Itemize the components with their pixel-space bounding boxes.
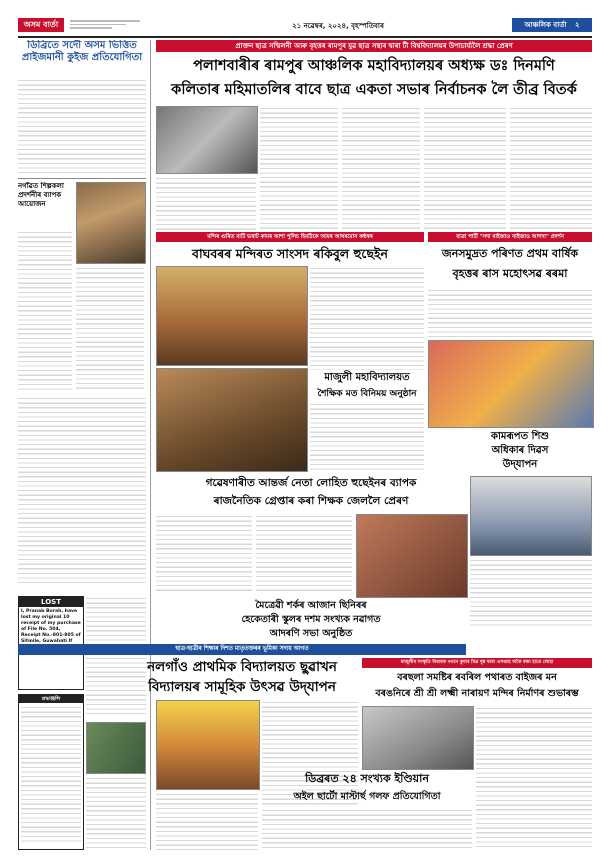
story-ras-body — [428, 288, 592, 338]
story-child-body — [470, 558, 592, 628]
story-majuli-side — [310, 340, 424, 370]
lead-body-2 — [260, 106, 338, 230]
section-title: আঞ্চলিক বাৰ্তা — [524, 21, 567, 29]
story-bajali-headline: বাঘবৰৰ মন্দিৰত সাংসদ ৰকিবুল হুছেইন — [192, 246, 388, 261]
story-col-text-3 — [86, 776, 146, 848]
story-majuli-title-2: শৈক্ষিক মত বিনিময় অনুষ্ঠান — [317, 389, 417, 399]
story-bajali-photo — [156, 266, 308, 366]
section-badge — [512, 18, 592, 32]
obituary — [18, 694, 84, 850]
story-quiz-body — [18, 78, 146, 174]
lead-body-1 — [156, 176, 256, 230]
story-temple-headline-1: বৰছলা সমষ্টিৰ ৰবৰিল পথাৰত বাইজৰ মন — [397, 672, 557, 683]
band-students: ছাত্ৰ-ছাত্ৰীৰ শিক্ষাৰ দিশত মাতৃতক্তৰৰ ভূমিকা সদায় আগত — [18, 644, 466, 655]
masthead — [18, 18, 592, 34]
story-temple-headline-2: বৰঙনিৰে শ্ৰী শ্ৰী লক্ষ্মী নাৰায়ণ মন্দিৰ নিৰ্মাণৰ শুভাৰম্ভ — [375, 688, 579, 699]
story-majuli-body — [310, 402, 424, 470]
story-child-headline-2: অধিকাৰ দিৱস — [491, 445, 549, 456]
obituary-title: শ্ৰদ্ধাঞ্জলি — [19, 695, 83, 703]
story-maitri-photo — [356, 514, 468, 598]
story-temple-photo — [362, 706, 474, 770]
story-nalgaon-headline-2: বিদ্যালয়ৰ সামূহিক উৎসৱ উদ্‌যাপন — [148, 679, 336, 695]
story-golf-headline-2: অইল ছাৰ্টো মাস্টাৰ্ছ গলফ প্ৰতিযোগিতা — [293, 791, 441, 802]
story-nalgaon-photo — [156, 700, 260, 790]
ribbon-left: মন্দিৰ গুৰিত মাটি ভৰাট কামৰ আশা পুলিচ হিমঠিকে আমৰ আথৰমোন কন্ঠস্বৰ — [156, 232, 424, 242]
masthead-address — [70, 20, 140, 30]
story-golf-body — [262, 808, 472, 850]
masthead-logo: অসম বার্তা — [18, 18, 64, 32]
story-majuli-title-1: মাজুলী মহাবিদ্যালয়ত — [324, 372, 410, 383]
story-temple-body — [476, 706, 592, 850]
divider — [18, 178, 146, 179]
story-quiz-title: ডিব্ৰিতে সদৌ অসম ভিত্তিত প্ৰাইজমানী কুইজ প্ৰতিযোগিতা — [21, 40, 143, 63]
masthead-rule — [18, 36, 592, 38]
lead-body-4 — [424, 106, 506, 230]
ribbon-right: যাত্ৰা পাৰ্টি "সদা মাইজাও নাইজাও আগদা" প্ৰদৰ্শন — [428, 232, 592, 242]
left-column — [18, 40, 146, 850]
story-lohit-headline-2: ৰাজনৈতিক গ্ৰেপ্তাৰ কৰা শিক্ষক জেললৈ প্ৰেৰণ — [213, 495, 409, 507]
story-col-text — [18, 396, 146, 586]
obituary-body — [21, 705, 81, 845]
lead-photo — [156, 106, 258, 174]
story-ras-photo — [428, 340, 594, 428]
story-lohit-body-1 — [156, 514, 252, 594]
story-maitri-title-1: মৈত্ৰেৱী শৰ্কৰ আজান ছিনিৰৰ — [255, 600, 367, 611]
top-banner: প্ৰাক্তন ছাত্ৰ সন্মিলনী আৰু বৃহত্তৰ ৰামপুৰ যুৱ ছাত্ৰ সন্থাৰ দ্বাৰা টী বিশ্ববিদ্যালয়ৰ উপাচাৰ্য্যলৈ শ্ৰদ্ধা প্ৰেৰণ — [156, 40, 592, 52]
masthead-date: ২১ নৱেম্বৰ, ২০২৪, বৃহস্পতিবাৰ — [292, 22, 384, 30]
story-ras-headline-2: বৃহত্তৰ ৰাস মহোৎসৱ ৰৰমা — [452, 267, 568, 280]
lead-body-5 — [510, 106, 592, 230]
story-lohit-body-2 — [256, 514, 352, 594]
story-child-photo — [470, 476, 592, 556]
story-art-photo — [76, 182, 146, 264]
lost-text: I, Pranab Borah, have lost my original 10 receipt of my purchase of File No. 504, Receipt No.-801-805 of Sitmile, Guwahati If — [21, 609, 81, 644]
page-number: ২ — [574, 21, 580, 29]
col-divider — [150, 40, 151, 850]
lead-headline-2: কলিতাৰ মহিমাতলিৰ বাবে ছাত্ৰ একতা সভাৰ নিৰ্বাচনক লৈ তীব্ৰ বিতৰ্ক — [171, 82, 577, 98]
story-maitri-title-3: আদৰণি সভা অনুষ্ঠিত — [269, 628, 353, 639]
story-golf-headline-1: ডিব্ৰৰত ২৪ সংখ্যক ইণ্ডিয়ান — [305, 772, 429, 785]
band-temple-visible: মাজুলীৰ সংস্কৃতি বিধায়ক গগনে কুমাৰ মিত্ৰ দুষ্ক দ্বাৰা এসপ্তাহ যাকৈ ৰক্ষা হাতে লোহা — [362, 658, 592, 668]
story-nalgaon-body-2 — [156, 792, 258, 850]
story-ras-headline-1: জনসমুদ্ৰত পৰিণত প্ৰথম বাৰ্ষিক — [441, 247, 579, 260]
story-child-headline-1: কামৰূপত শিশু — [491, 431, 549, 442]
story-art-body — [18, 230, 72, 390]
story-photo-2 — [86, 722, 146, 774]
lead-body-3 — [342, 106, 420, 230]
story-art-body-2 — [76, 266, 144, 390]
story-lohit-headline-1: গৱেষণাৰীত আন্তৰ্জ নেতা লোহিত হুছেইনৰ ব্যাপক — [205, 477, 417, 489]
story-nalgaon-headline-1: নলগাঁও প্ৰাথমিক বিদ্যালয়ত ছুৱাখন — [147, 659, 337, 675]
story-majuli-photo — [156, 368, 308, 472]
story-child-headline-3: উদ্‌যাপন — [502, 459, 538, 470]
story-maitri-title-2: হেকেতাৰী স্কুলৰ দশম সংখ্যক নৱাগত — [241, 614, 381, 625]
story-art-title: নগাঁৱত শিল্পকলা প্ৰদৰ্শনীৰ ব্যাপক আয়োজন — [18, 182, 64, 208]
lost-title: LOST — [19, 597, 83, 607]
story-col-text-2 — [86, 596, 146, 716]
lead-headline-1: পলাশবাৰীৰ ৰামপুৰ আঞ্চলিক মহাবিদ্যালয়ৰ অধ্যক্ষ ডঃ দিনমণি — [193, 58, 555, 74]
